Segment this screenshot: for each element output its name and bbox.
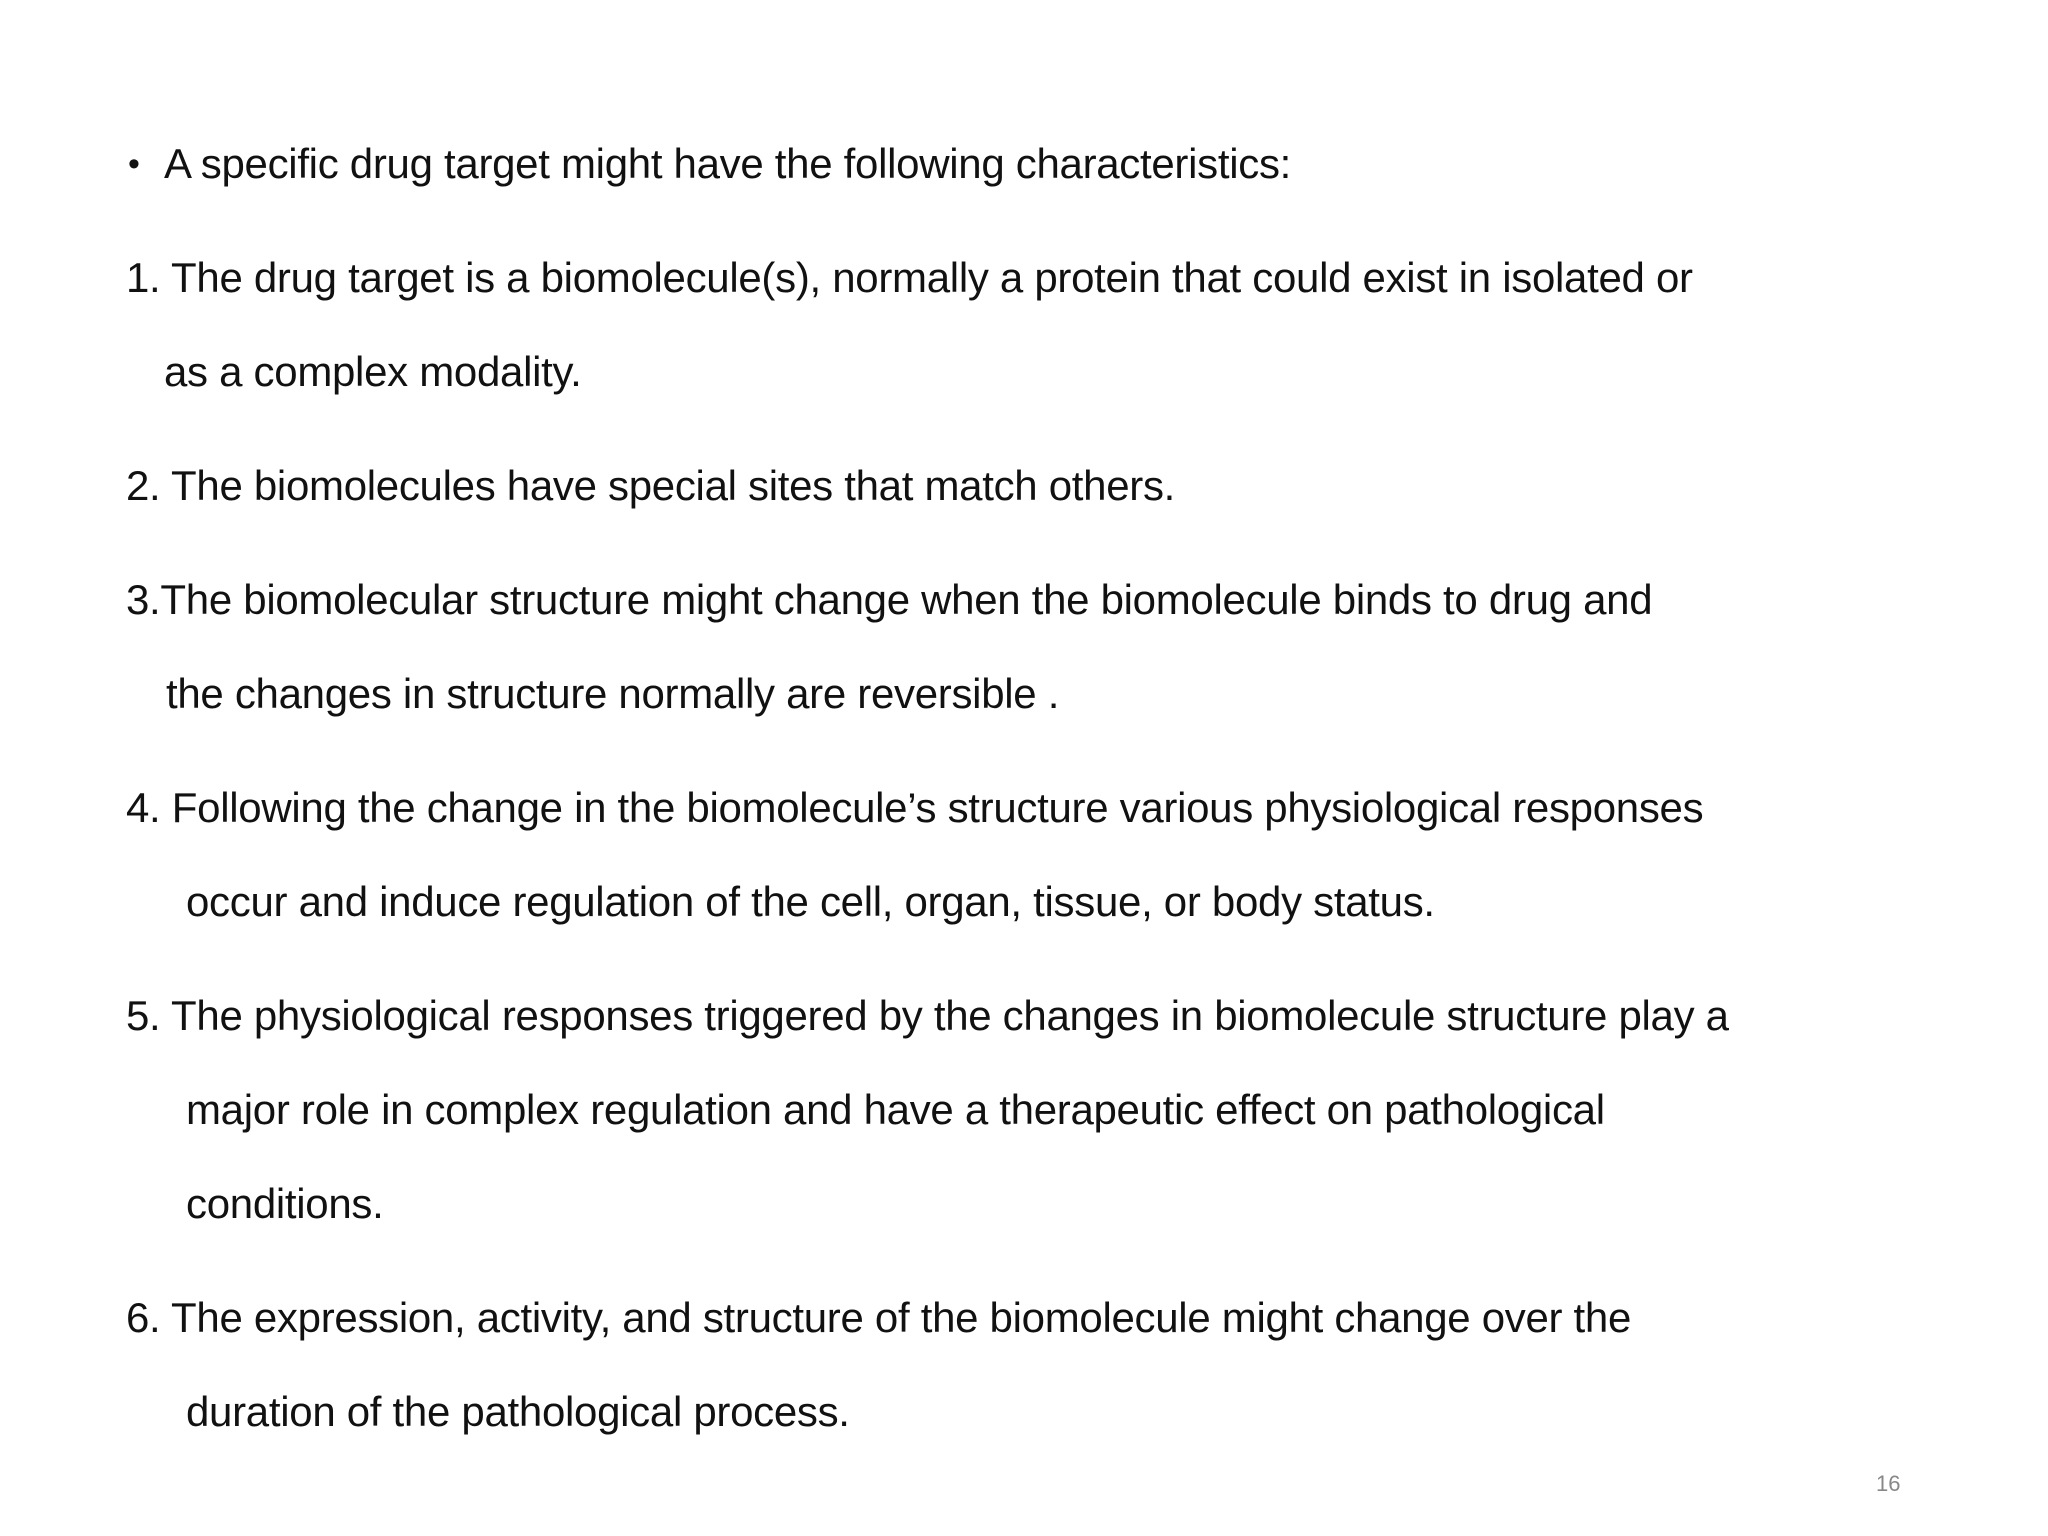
- bullet-icon: •: [128, 145, 140, 183]
- item-6-line-1: 6. The expression, activity, and structure of the biomolecule might change over the: [126, 1294, 1632, 1341]
- item-1-line-1: 1. The drug target is a biomolecule(s), normally a protein that could exist in isolated or: [126, 254, 1693, 301]
- item-3-line-2: the changes in structure normally are reversible .: [166, 670, 1060, 717]
- item-5-line-1: 5. The physiological responses triggered by the changes in biomolecule structure play a: [126, 992, 1729, 1039]
- item-5-line-2: major role in complex regulation and have a therapeutic effect on pathological: [186, 1086, 1605, 1133]
- item-1-line-2: as a complex modality.: [164, 348, 582, 395]
- item-2-line-1: 2. The biomolecules have special sites that match others.: [126, 462, 1176, 509]
- item-3-line-1: 3.The biomolecular structure might change when the biomolecule binds to drug and: [126, 576, 1653, 623]
- item-6-line-2: duration of the pathological process.: [186, 1388, 850, 1435]
- item-4-line-2: occur and induce regulation of the cell, organ, tissue, or body status.: [186, 878, 1435, 925]
- page-number: 16: [1876, 1471, 1901, 1496]
- item-5-line-3: conditions.: [186, 1180, 384, 1227]
- intro-text: A specific drug target might have the following characteristics:: [164, 140, 1292, 187]
- item-4-line-1: 4. Following the change in the biomolecule’s structure various physiological responses: [126, 784, 1704, 831]
